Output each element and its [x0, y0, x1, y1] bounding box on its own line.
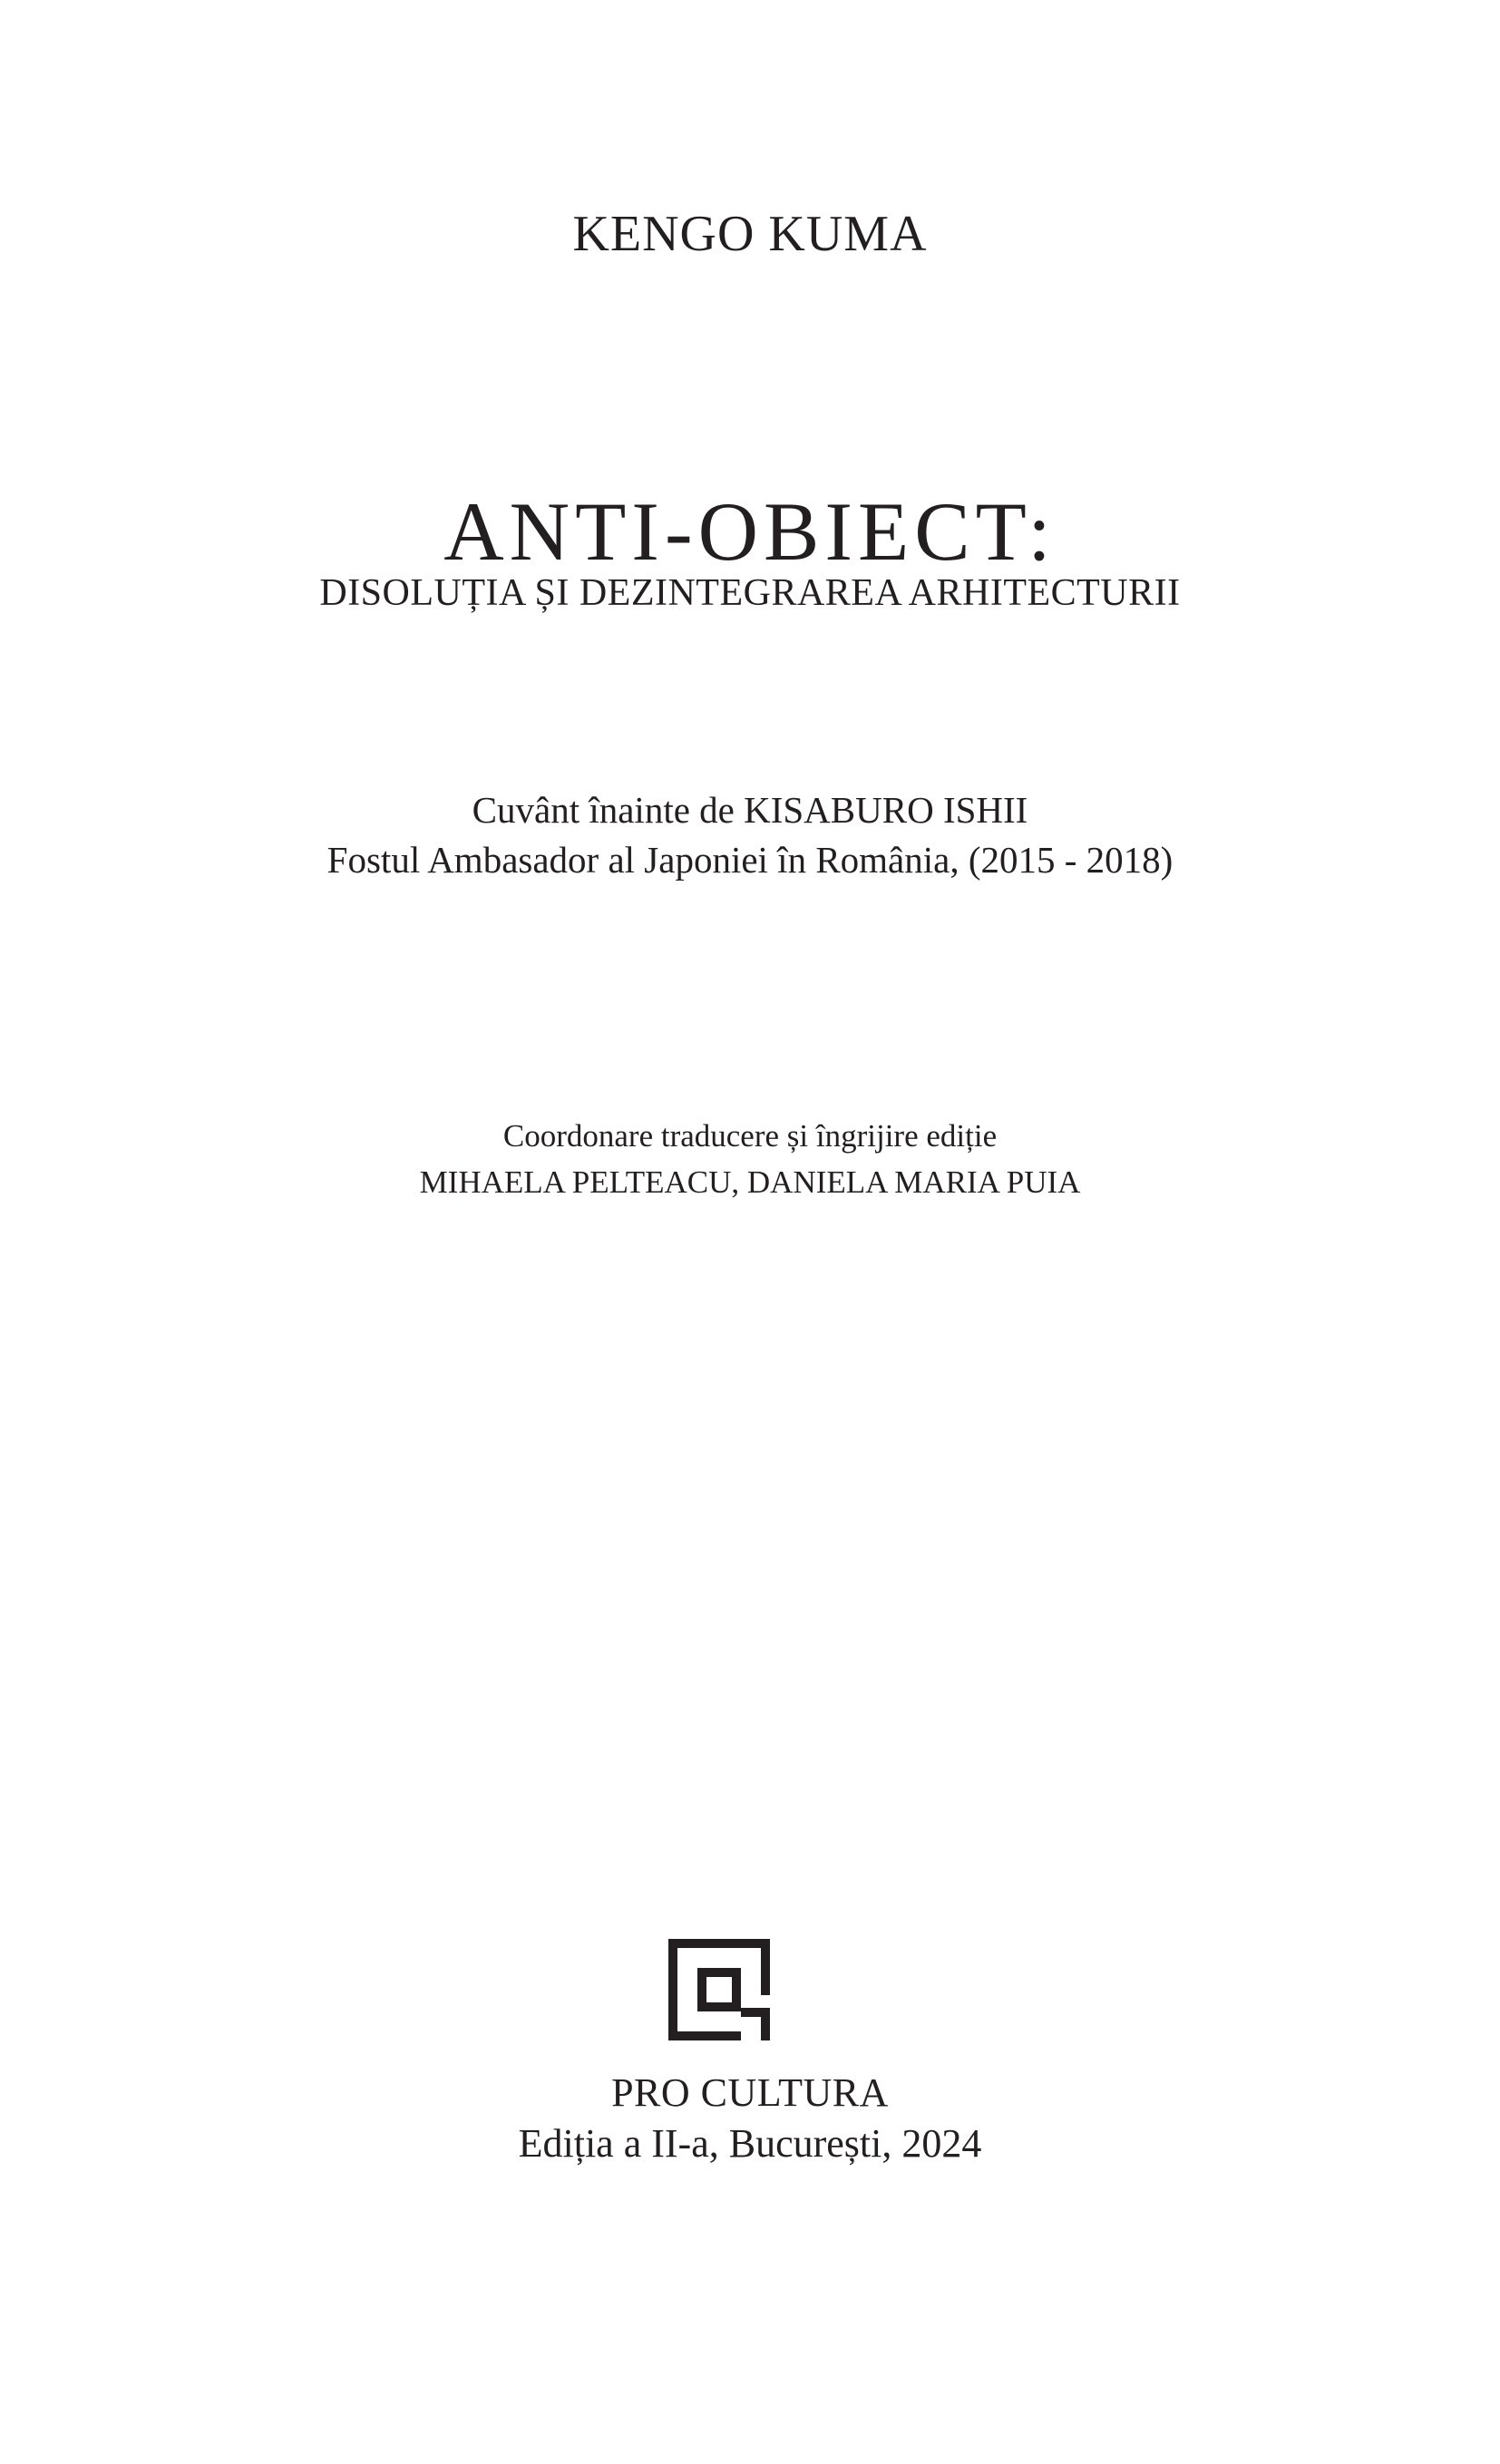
square-spiral-logo-icon [668, 1939, 770, 2040]
translation-coordination-label: Coordonare traducere și îngrijire ediție [502, 1118, 998, 1154]
book-subtitle: DISOLUȚIA ȘI DEZINTEGRAREA ARHITECTURII [319, 572, 1181, 614]
publisher-name: PRO CULTURA [611, 2070, 889, 2115]
book-title: ANTI-OBIECT: [443, 485, 1057, 578]
translation-coordinators: MIHAELA PELTEACU, DANIELA MARIA PUIA [419, 1164, 1081, 1200]
foreword-credit: Cuvânt înainte de KISABURO ISHII [472, 789, 1028, 831]
edition-info: Ediția a II-a, București, 2024 [518, 2121, 982, 2166]
author-name: KENGO KUMA [572, 206, 928, 262]
foreword-author-title: Fostul Ambasador al Japoniei în România, (2015 - 2018) [326, 839, 1174, 881]
